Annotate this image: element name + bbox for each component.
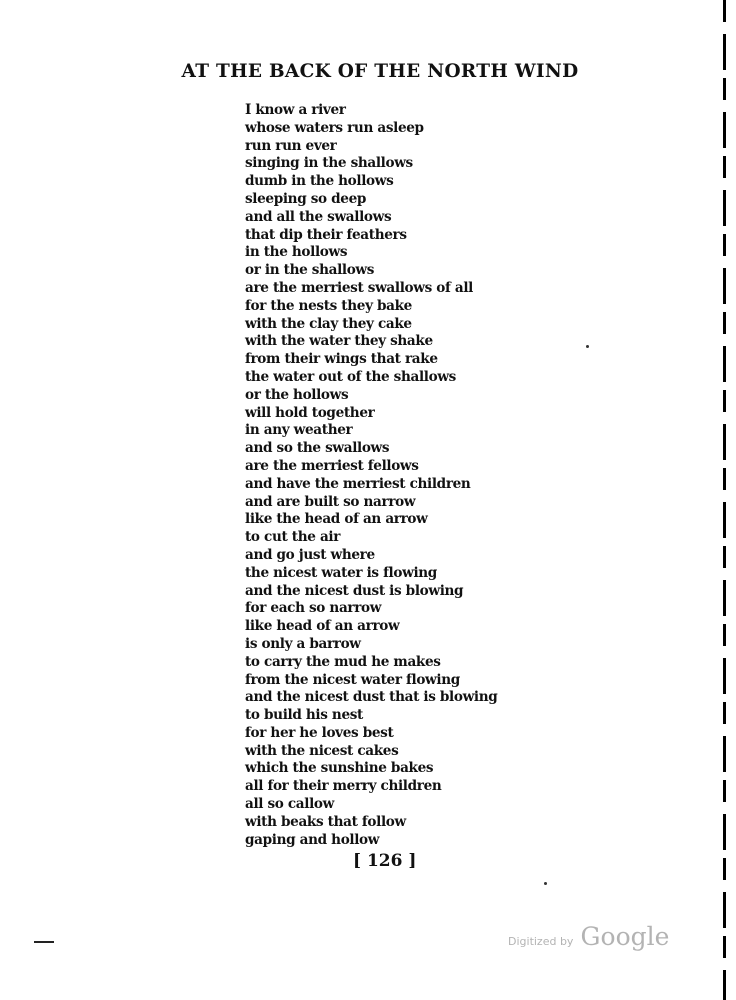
poem-line: are the merriest swallows of all <box>245 279 473 296</box>
watermark-prefix: Digitized by <box>508 935 574 948</box>
poem-line: in the hollows <box>245 244 348 261</box>
page-number: [ 126 ] <box>353 851 417 871</box>
poem-line: and the nicest dust that is blowing <box>245 689 498 706</box>
poem-line: I know a river <box>245 102 346 118</box>
poem-line: like head of an arrow <box>245 618 400 635</box>
scan-speck <box>544 882 547 885</box>
page-edge-border <box>723 0 726 1000</box>
poem-body <box>245 102 497 849</box>
poem-line: or the hollows <box>245 386 349 403</box>
poem-line: with the water they shake <box>245 333 433 350</box>
poem-line: to carry the mud he makes <box>245 653 441 670</box>
poem-line: from the nicest water flowing <box>245 671 460 688</box>
poem-line: dumb in the hollows <box>245 173 394 190</box>
poem-line: for the nests they bake <box>245 297 412 314</box>
google-logo: Google <box>580 922 670 951</box>
poem-line: is only a barrow <box>245 635 361 652</box>
poem-line: with the nicest cakes <box>245 742 399 759</box>
poem-line: sleeping so deep <box>245 190 367 207</box>
poem-line: all for their merry children <box>245 778 442 795</box>
poem-line: and so the swallows <box>245 440 390 457</box>
poem-line: are the merriest fellows <box>245 457 419 474</box>
scan-mark <box>34 941 54 943</box>
poem-line: gaping and hollow <box>245 831 380 848</box>
poem-line: for her he loves best <box>245 724 394 741</box>
poem-line: and are built so narrow <box>245 493 416 510</box>
poem-line: singing in the shallows <box>245 155 413 172</box>
digitized-by-google-watermark <box>508 922 669 951</box>
poem-line: will hold together <box>245 404 375 421</box>
poem-line: which the sunshine bakes <box>245 760 434 777</box>
poem-line: and have the merriest children <box>245 475 471 492</box>
poem-line: whose waters run asleep <box>245 119 424 136</box>
poem-line: run run ever <box>245 137 337 154</box>
poem-line: in any weather <box>245 422 353 439</box>
poem-line: the nicest water is flowing <box>245 564 437 581</box>
poem-line: that dip their feathers <box>245 226 407 243</box>
running-head: AT THE BACK OF THE NORTH WIND <box>181 61 579 82</box>
scan-speck <box>586 345 589 348</box>
poem-line: to build his nest <box>245 707 363 724</box>
poem-line: from their wings that rake <box>245 351 438 368</box>
poem-line: and go just where <box>245 546 375 563</box>
poem-line: with the clay they cake <box>245 315 412 332</box>
poem-line: and all the swallows <box>245 208 392 225</box>
poem-line: like the head of an arrow <box>245 511 428 528</box>
poem-line: for each so narrow <box>245 600 382 617</box>
poem-line: with beaks that follow <box>245 813 406 830</box>
poem-line: to cut the air <box>245 529 341 546</box>
poem-line: or in the shallows <box>245 262 375 279</box>
poem-line: and the nicest dust is blowing <box>245 582 464 599</box>
poem-line: all so callow <box>245 796 334 813</box>
poem-line: the water out of the shallows <box>245 368 456 385</box>
